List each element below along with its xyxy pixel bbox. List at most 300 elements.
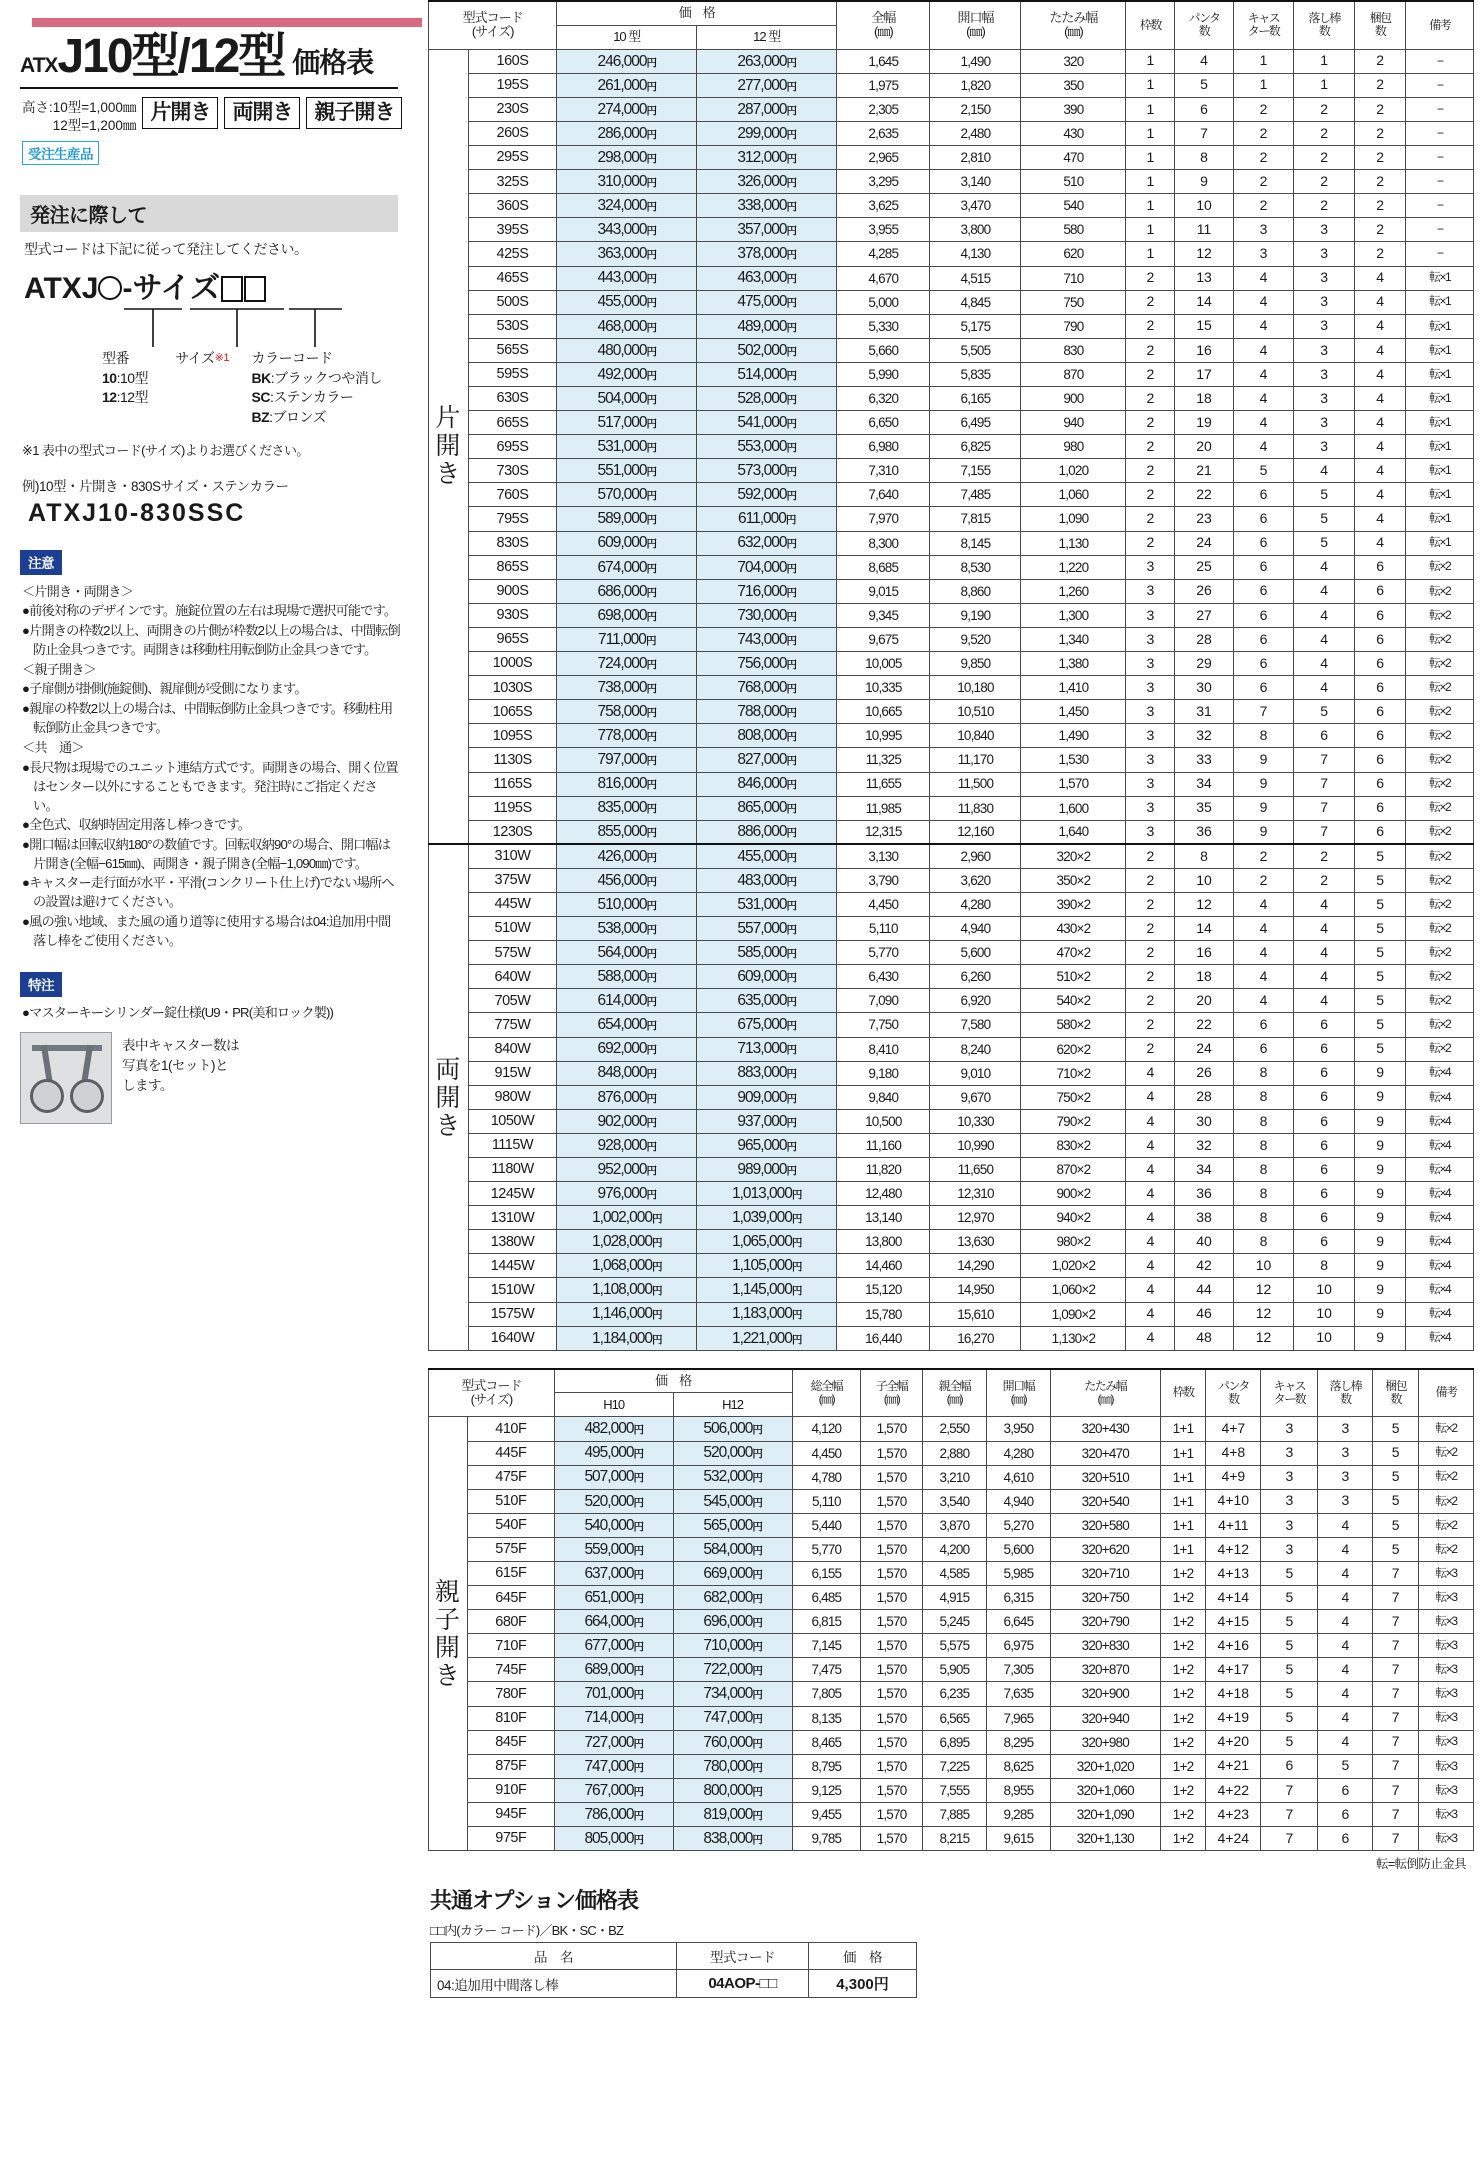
cell-opening-width: 7,580 <box>930 1013 1021 1037</box>
cell-price-h10: 767,000円 <box>554 1778 673 1802</box>
cell-caster: 5 <box>1261 1610 1318 1634</box>
cell-price-b: 827,000円 <box>697 748 837 772</box>
cell-caster: 4 <box>1233 387 1294 411</box>
cell-opening-width: 10,330 <box>930 1109 1021 1133</box>
cell-price-b: 312,000円 <box>697 146 837 170</box>
cell-total-width: 9,675 <box>837 627 930 651</box>
cell-frames: 2 <box>1126 868 1175 892</box>
caster-wheel-2-shape <box>70 1079 104 1113</box>
table-row <box>429 194 1474 218</box>
cell-drop-bar: 6 <box>1294 1158 1355 1182</box>
cell-caster: 4 <box>1233 965 1294 989</box>
cell-dim-4: 1,570 <box>861 1489 923 1513</box>
cell-code: 1030S <box>468 676 557 700</box>
cell-price-b: 489,000円 <box>697 314 837 338</box>
cell-caster: 5 <box>1261 1562 1318 1586</box>
cell-caster: 7 <box>1261 1802 1318 1826</box>
cell-remarks: − <box>1406 49 1474 73</box>
cell-code: 1130S <box>468 748 557 772</box>
option-price-table <box>430 1942 917 1998</box>
table-row <box>429 1706 1474 1730</box>
cell-price-a: 363,000円 <box>557 242 697 266</box>
cell-price-h12: 819,000円 <box>673 1802 792 1826</box>
cell-panta: 30 <box>1175 676 1233 700</box>
cell-price-b: 585,000円 <box>697 941 837 965</box>
cell-price-a: 848,000円 <box>557 1061 697 1085</box>
cell-caster: 5 <box>1261 1730 1318 1754</box>
option-cell-price: 4,300円 <box>809 1970 917 1998</box>
cell-price-a: 455,000円 <box>557 290 697 314</box>
cell-fold-width: 710×2 <box>1021 1061 1126 1085</box>
cell-price-b: 635,000円 <box>697 989 837 1013</box>
cell-package: 6 <box>1354 676 1405 700</box>
cell-total-width: 9,345 <box>837 603 930 627</box>
cell-package: 7 <box>1373 1778 1419 1802</box>
cell-frames: 1 <box>1126 121 1175 145</box>
cell-opening-width: 10,180 <box>930 676 1021 700</box>
cell-code: 575W <box>468 941 557 965</box>
cell-package: 4 <box>1354 411 1405 435</box>
cell-total-width: 6,980 <box>837 435 930 459</box>
cell-opening-width: 12,160 <box>930 820 1021 844</box>
cell-frames: 4 <box>1126 1085 1175 1109</box>
cell-panta: 34 <box>1175 1158 1233 1182</box>
cell-package: 2 <box>1354 97 1405 121</box>
cell-package: 9 <box>1354 1302 1405 1326</box>
cell-opening-width: 11,650 <box>930 1158 1021 1182</box>
cell-frames: 3 <box>1126 700 1175 724</box>
cell-drop-bar: 6 <box>1294 1230 1355 1254</box>
size-footnote: ※1 表中の型式コード(サイズ)よりお選びください。 <box>22 443 309 459</box>
cell-opening-width: 12,970 <box>930 1206 1021 1230</box>
cell-panta: 18 <box>1175 965 1233 989</box>
cell-price-a: 976,000円 <box>557 1182 697 1206</box>
cell-frames: 2 <box>1126 965 1175 989</box>
pc-th-panta: パンタ 数 <box>1206 1369 1261 1417</box>
cell-drop-bar: 4 <box>1294 579 1355 603</box>
cell-opening-width: 6,825 <box>930 435 1021 459</box>
cell-dim-6: 7,635 <box>986 1682 1050 1706</box>
cell-panta: 11 <box>1175 218 1233 242</box>
cell-drop-bar: 7 <box>1294 796 1355 820</box>
cell-remarks: 転×3 <box>1419 1730 1474 1754</box>
cell-remarks: 転×4 <box>1406 1061 1474 1085</box>
cell-price-b: 455,000円 <box>697 844 837 868</box>
cell-frames: 4 <box>1126 1182 1175 1206</box>
cell-dim-4: 1,570 <box>861 1537 923 1561</box>
cell-price-h12: 532,000円 <box>673 1465 792 1489</box>
cell-opening-width: 8,145 <box>930 531 1021 555</box>
cell-drop-bar: 4 <box>1294 652 1355 676</box>
cell-panta: 28 <box>1175 1085 1233 1109</box>
cell-dim-7: 320+620 <box>1050 1537 1160 1561</box>
cell-panta: 32 <box>1175 724 1233 748</box>
cell-frames: 3 <box>1126 555 1175 579</box>
cell-caster: 2 <box>1233 194 1294 218</box>
th-code <box>429 1 557 49</box>
table-row <box>429 49 1474 73</box>
cell-caster: 2 <box>1233 121 1294 145</box>
cell-price-a: 876,000円 <box>557 1085 697 1109</box>
cell-price-b: 1,105,000円 <box>697 1254 837 1278</box>
cell-dim-4: 1,570 <box>861 1586 923 1610</box>
cell-price-b: 611,000円 <box>697 507 837 531</box>
cell-code: 845F <box>467 1730 554 1754</box>
table-row <box>429 1682 1474 1706</box>
cell-dim-6: 7,305 <box>986 1658 1050 1682</box>
cell-price-b: 865,000円 <box>697 796 837 820</box>
table-row <box>429 1465 1474 1489</box>
cell-drop-bar: 6 <box>1294 1013 1355 1037</box>
caution-group-title-1: ＜片開き・両開き＞ <box>22 584 134 600</box>
cell-remarks: 転×4 <box>1406 1206 1474 1230</box>
table-row <box>429 1634 1474 1658</box>
cell-price-a: 692,000円 <box>557 1037 697 1061</box>
cell-price-a: 835,000円 <box>557 796 697 820</box>
cell-dim-6: 6,645 <box>986 1610 1050 1634</box>
cell-panta: 13 <box>1175 266 1233 290</box>
cell-price-b: 531,000円 <box>697 892 837 916</box>
table-row <box>429 700 1474 724</box>
cell-panta: 36 <box>1175 1182 1233 1206</box>
pc-th-child-width: 子全幅 (㎜) <box>861 1369 923 1417</box>
option-cell-code: 04AOP-□□ <box>677 1970 809 1998</box>
table-row <box>429 917 1474 941</box>
cell-package: 2 <box>1354 170 1405 194</box>
cell-caster: 3 <box>1233 242 1294 266</box>
cell-package: 5 <box>1373 1513 1419 1537</box>
cell-total-width: 2,965 <box>837 146 930 170</box>
table-row <box>429 411 1474 435</box>
legend-model-number <box>102 349 175 429</box>
cell-code: 810F <box>467 1706 554 1730</box>
table-row <box>429 387 1474 411</box>
cell-price-a: 274,000円 <box>557 97 697 121</box>
legend-model-item-2: 12:12型 <box>102 389 149 406</box>
cell-fold-width: 1,600 <box>1021 796 1126 820</box>
table-row <box>429 820 1474 844</box>
cell-caster: 8 <box>1233 1206 1294 1230</box>
cell-code: 395S <box>468 218 557 242</box>
cell-fold-width: 750×2 <box>1021 1085 1126 1109</box>
caution-item-3-2: ●全色式、収納時固定用落し棒つきです。 <box>22 817 251 833</box>
cell-opening-width: 4,515 <box>930 266 1021 290</box>
cell-caster: 4 <box>1233 917 1294 941</box>
caution-item-3-3: ●開口幅は回転収納180°の数値です。回転収納90°の場合、開口幅は片開き(全幅−615㎜)、両開き・親子開き(全幅−1,090㎜)です。 <box>22 836 391 871</box>
table-row <box>429 362 1474 386</box>
cell-opening-width: 6,165 <box>930 387 1021 411</box>
cell-opening-width: 2,960 <box>930 844 1021 868</box>
cell-panta: 14 <box>1175 290 1233 314</box>
cell-dim-4: 1,570 <box>861 1513 923 1537</box>
cell-frames: 2 <box>1126 844 1175 868</box>
cell-remarks: 転×2 <box>1419 1441 1474 1465</box>
cell-package: 6 <box>1354 820 1405 844</box>
cell-package: 5 <box>1354 965 1405 989</box>
cell-fold-width: 790×2 <box>1021 1109 1126 1133</box>
cell-package: 7 <box>1373 1754 1419 1778</box>
th-panta: パンタ 数 <box>1175 1 1233 49</box>
cell-dim-7: 320+1,090 <box>1050 1802 1160 1826</box>
cell-price-a: 1,068,000円 <box>557 1254 697 1278</box>
cell-price-b: 378,000円 <box>697 242 837 266</box>
cell-remarks: 転×4 <box>1406 1182 1474 1206</box>
cell-code: 565S <box>468 338 557 362</box>
cell-code: 230S <box>468 97 557 121</box>
cell-package: 2 <box>1354 194 1405 218</box>
cell-caster: 6 <box>1233 483 1294 507</box>
table-row <box>429 965 1474 989</box>
legend-model-title: 型番 <box>102 349 129 366</box>
table-row <box>429 1302 1474 1326</box>
cell-remarks: 転×2 <box>1406 603 1474 627</box>
cell-code: 445W <box>468 892 557 916</box>
cell-code: 1165S <box>468 772 557 796</box>
cell-dim-3: 4,450 <box>792 1441 861 1465</box>
th-opening-width: 開口幅 (㎜) <box>930 1 1021 49</box>
pc-th-price-h10: H10 <box>554 1393 673 1417</box>
cell-opening-width: 6,260 <box>930 965 1021 989</box>
cell-remarks: 転×4 <box>1406 1254 1474 1278</box>
cell-opening-width: 5,600 <box>930 941 1021 965</box>
table-row <box>429 1037 1474 1061</box>
cell-drop-bar: 3 <box>1294 242 1355 266</box>
cell-price-b: 743,000円 <box>697 627 837 651</box>
cell-drop-bar: 5 <box>1294 483 1355 507</box>
cell-remarks: 転×2 <box>1406 676 1474 700</box>
cell-remarks: 転×2 <box>1406 652 1474 676</box>
cell-remarks: 転×4 <box>1406 1230 1474 1254</box>
caster-note-line-3: します。 <box>122 1077 173 1093</box>
cell-fold-width: 430×2 <box>1021 917 1126 941</box>
cell-frames: 1 <box>1126 97 1175 121</box>
cell-remarks: − <box>1406 170 1474 194</box>
cell-remarks: 転×1 <box>1406 338 1474 362</box>
cell-remarks: 転×2 <box>1406 941 1474 965</box>
th-remarks: 備考 <box>1406 1 1474 49</box>
cell-price-b: 768,000円 <box>697 676 837 700</box>
table-row <box>429 1230 1474 1254</box>
cell-drop-bar: 4 <box>1318 1610 1373 1634</box>
cell-drop-bar: 10 <box>1294 1326 1355 1350</box>
cell-price-a: 698,000円 <box>557 603 697 627</box>
cell-fold-width: 580×2 <box>1021 1013 1126 1037</box>
square-placeholder-icon-1 <box>221 276 243 302</box>
cell-remarks: 転×3 <box>1419 1682 1474 1706</box>
cell-price-a: 588,000円 <box>557 965 697 989</box>
formula-prefix: ATXJ <box>24 271 99 305</box>
cell-frames: 4 <box>1126 1206 1175 1230</box>
cell-caster: 7 <box>1233 700 1294 724</box>
cell-dim-4: 1,570 <box>861 1778 923 1802</box>
pc-th-package: 梱包 数 <box>1373 1369 1419 1417</box>
cell-drop-bar: 3 <box>1294 362 1355 386</box>
cell-price-a: 551,000円 <box>557 459 697 483</box>
cell-price-b: 675,000円 <box>697 1013 837 1037</box>
cell-dim-8: 1+1 <box>1160 1417 1206 1441</box>
cell-price-a: 468,000円 <box>557 314 697 338</box>
cell-code: 510F <box>467 1489 554 1513</box>
cell-opening-width: 6,920 <box>930 989 1021 1013</box>
table-row <box>429 1802 1474 1826</box>
cell-frames: 4 <box>1126 1230 1175 1254</box>
cell-total-width: 15,780 <box>837 1302 930 1326</box>
cell-panta: 18 <box>1175 387 1233 411</box>
cell-opening-width: 5,175 <box>930 314 1021 338</box>
cell-price-b: 326,000円 <box>697 170 837 194</box>
cell-total-width: 7,970 <box>837 507 930 531</box>
cell-fold-width: 1,570 <box>1021 772 1126 796</box>
table-row <box>429 218 1474 242</box>
cell-frames: 2 <box>1126 941 1175 965</box>
cell-package: 9 <box>1354 1133 1405 1157</box>
cell-drop-bar: 4 <box>1294 989 1355 1013</box>
cell-code: 945F <box>467 1802 554 1826</box>
cell-package: 5 <box>1354 844 1405 868</box>
cell-remarks: 転×1 <box>1406 507 1474 531</box>
group-label-0: 片 開 き <box>429 49 469 844</box>
cell-caster: 2 <box>1233 868 1294 892</box>
cell-package: 4 <box>1354 290 1405 314</box>
cell-panta: 27 <box>1175 603 1233 627</box>
cell-total-width: 3,625 <box>837 194 930 218</box>
cell-remarks: 転×4 <box>1406 1158 1474 1182</box>
caution-item-2-1: ●子扉側が掛側(施錠側)、親扉側が受側になります。 <box>22 681 307 697</box>
cell-dim-4: 1,570 <box>861 1417 923 1441</box>
title-divider <box>20 87 398 89</box>
cell-price-b: 514,000円 <box>697 362 837 386</box>
cell-panta: 7 <box>1175 121 1233 145</box>
cell-total-width: 10,005 <box>837 652 930 676</box>
cell-price-a: 298,000円 <box>557 146 697 170</box>
cell-price-b: 756,000円 <box>697 652 837 676</box>
cell-package: 9 <box>1354 1278 1405 1302</box>
cell-frames: 4 <box>1126 1109 1175 1133</box>
cell-package: 2 <box>1354 242 1405 266</box>
parent-child-price-table <box>428 1368 1474 1851</box>
cell-drop-bar: 3 <box>1318 1489 1373 1513</box>
order-section-heading: 発注に際して <box>20 195 398 232</box>
cell-frames: 4 <box>1126 1302 1175 1326</box>
table-row <box>429 1206 1474 1230</box>
cell-drop-bar: 7 <box>1294 820 1355 844</box>
left-info-column <box>0 0 418 2160</box>
cell-price-b: 299,000円 <box>697 121 837 145</box>
cell-code: 595S <box>468 362 557 386</box>
cell-caster: 2 <box>1233 146 1294 170</box>
cell-drop-bar: 3 <box>1294 266 1355 290</box>
cell-dim-8: 1+1 <box>1160 1537 1206 1561</box>
cell-package: 5 <box>1354 868 1405 892</box>
cell-price-a: 570,000円 <box>557 483 697 507</box>
cell-price-h10: 747,000円 <box>554 1754 673 1778</box>
cell-dim-3: 8,795 <box>792 1754 861 1778</box>
cell-price-b: 1,221,000円 <box>697 1326 837 1350</box>
table-row <box>429 724 1474 748</box>
cell-price-h10: 677,000円 <box>554 1634 673 1658</box>
option-header-row <box>431 1943 917 1970</box>
cell-panta: 24 <box>1175 1037 1233 1061</box>
table-row <box>429 531 1474 555</box>
cell-opening-width: 11,830 <box>930 796 1021 820</box>
caution-item-1-2: ●片開きの枠数2以上、両開きの片側が枠数2以上の場合は、中間転倒防止金具つきです。両開きは移動柱用転倒防止金具つきです。 <box>22 622 400 657</box>
cell-panta: 4+8 <box>1206 1441 1261 1465</box>
cell-price-h12: 710,000円 <box>673 1634 792 1658</box>
cell-package: 4 <box>1354 387 1405 411</box>
cell-package: 4 <box>1354 435 1405 459</box>
cell-price-a: 711,000円 <box>557 627 697 651</box>
cell-caster: 6 <box>1233 507 1294 531</box>
cell-dim-6: 4,940 <box>986 1489 1050 1513</box>
cell-total-width: 3,955 <box>837 218 930 242</box>
cell-drop-bar: 7 <box>1294 748 1355 772</box>
cell-panta: 10 <box>1175 868 1233 892</box>
cell-package: 5 <box>1373 1489 1419 1513</box>
cell-panta: 29 <box>1175 652 1233 676</box>
table-row <box>429 1061 1474 1085</box>
table-row <box>429 1537 1474 1561</box>
cell-fold-width: 1,380 <box>1021 652 1126 676</box>
option-th-name: 品 名 <box>431 1943 677 1970</box>
cell-dim-7: 320+900 <box>1050 1682 1160 1706</box>
cell-caster: 9 <box>1233 796 1294 820</box>
cell-panta: 24 <box>1175 531 1233 555</box>
cell-remarks: 転×2 <box>1419 1537 1474 1561</box>
cell-dim-8: 1+1 <box>1160 1465 1206 1489</box>
cell-price-b: 463,000円 <box>697 266 837 290</box>
cell-dim-8: 1+2 <box>1160 1706 1206 1730</box>
cell-code: 1380W <box>468 1230 557 1254</box>
cell-remarks: − <box>1406 121 1474 145</box>
cell-fold-width: 1,490 <box>1021 724 1126 748</box>
table-row <box>429 868 1474 892</box>
cell-frames: 2 <box>1126 338 1175 362</box>
cell-panta: 4 <box>1175 49 1233 73</box>
cell-drop-bar: 10 <box>1294 1302 1355 1326</box>
cell-price-h12: 584,000円 <box>673 1537 792 1561</box>
table-row <box>429 1085 1474 1109</box>
cell-dim-6: 8,295 <box>986 1730 1050 1754</box>
cell-remarks: 転×2 <box>1406 724 1474 748</box>
cell-price-h10: 651,000円 <box>554 1586 673 1610</box>
cell-caster: 1 <box>1233 73 1294 97</box>
cell-package: 9 <box>1354 1158 1405 1182</box>
table-row <box>429 1754 1474 1778</box>
cell-price-h10: 701,000円 <box>554 1682 673 1706</box>
cell-remarks: 転×2 <box>1406 1037 1474 1061</box>
cell-code: 840W <box>468 1037 557 1061</box>
cell-total-width: 7,750 <box>837 1013 930 1037</box>
cell-package: 5 <box>1373 1417 1419 1441</box>
cell-dim-3: 6,815 <box>792 1610 861 1634</box>
cell-price-b: 788,000円 <box>697 700 837 724</box>
cell-price-b: 475,000円 <box>697 290 837 314</box>
cell-price-b: 1,145,000円 <box>697 1278 837 1302</box>
cell-opening-width: 16,270 <box>930 1326 1021 1350</box>
cell-package: 7 <box>1373 1802 1419 1826</box>
cell-dim-6: 9,285 <box>986 1802 1050 1826</box>
table-row <box>429 1133 1474 1157</box>
cell-drop-bar: 6 <box>1318 1778 1373 1802</box>
cell-code: 160S <box>468 49 557 73</box>
cell-total-width: 4,285 <box>837 242 930 266</box>
cell-caster: 3 <box>1261 1489 1318 1513</box>
cell-panta: 4+14 <box>1206 1586 1261 1610</box>
cell-caster: 5 <box>1261 1634 1318 1658</box>
cell-code: 705W <box>468 989 557 1013</box>
cell-drop-bar: 3 <box>1294 387 1355 411</box>
cell-price-b: 573,000円 <box>697 459 837 483</box>
